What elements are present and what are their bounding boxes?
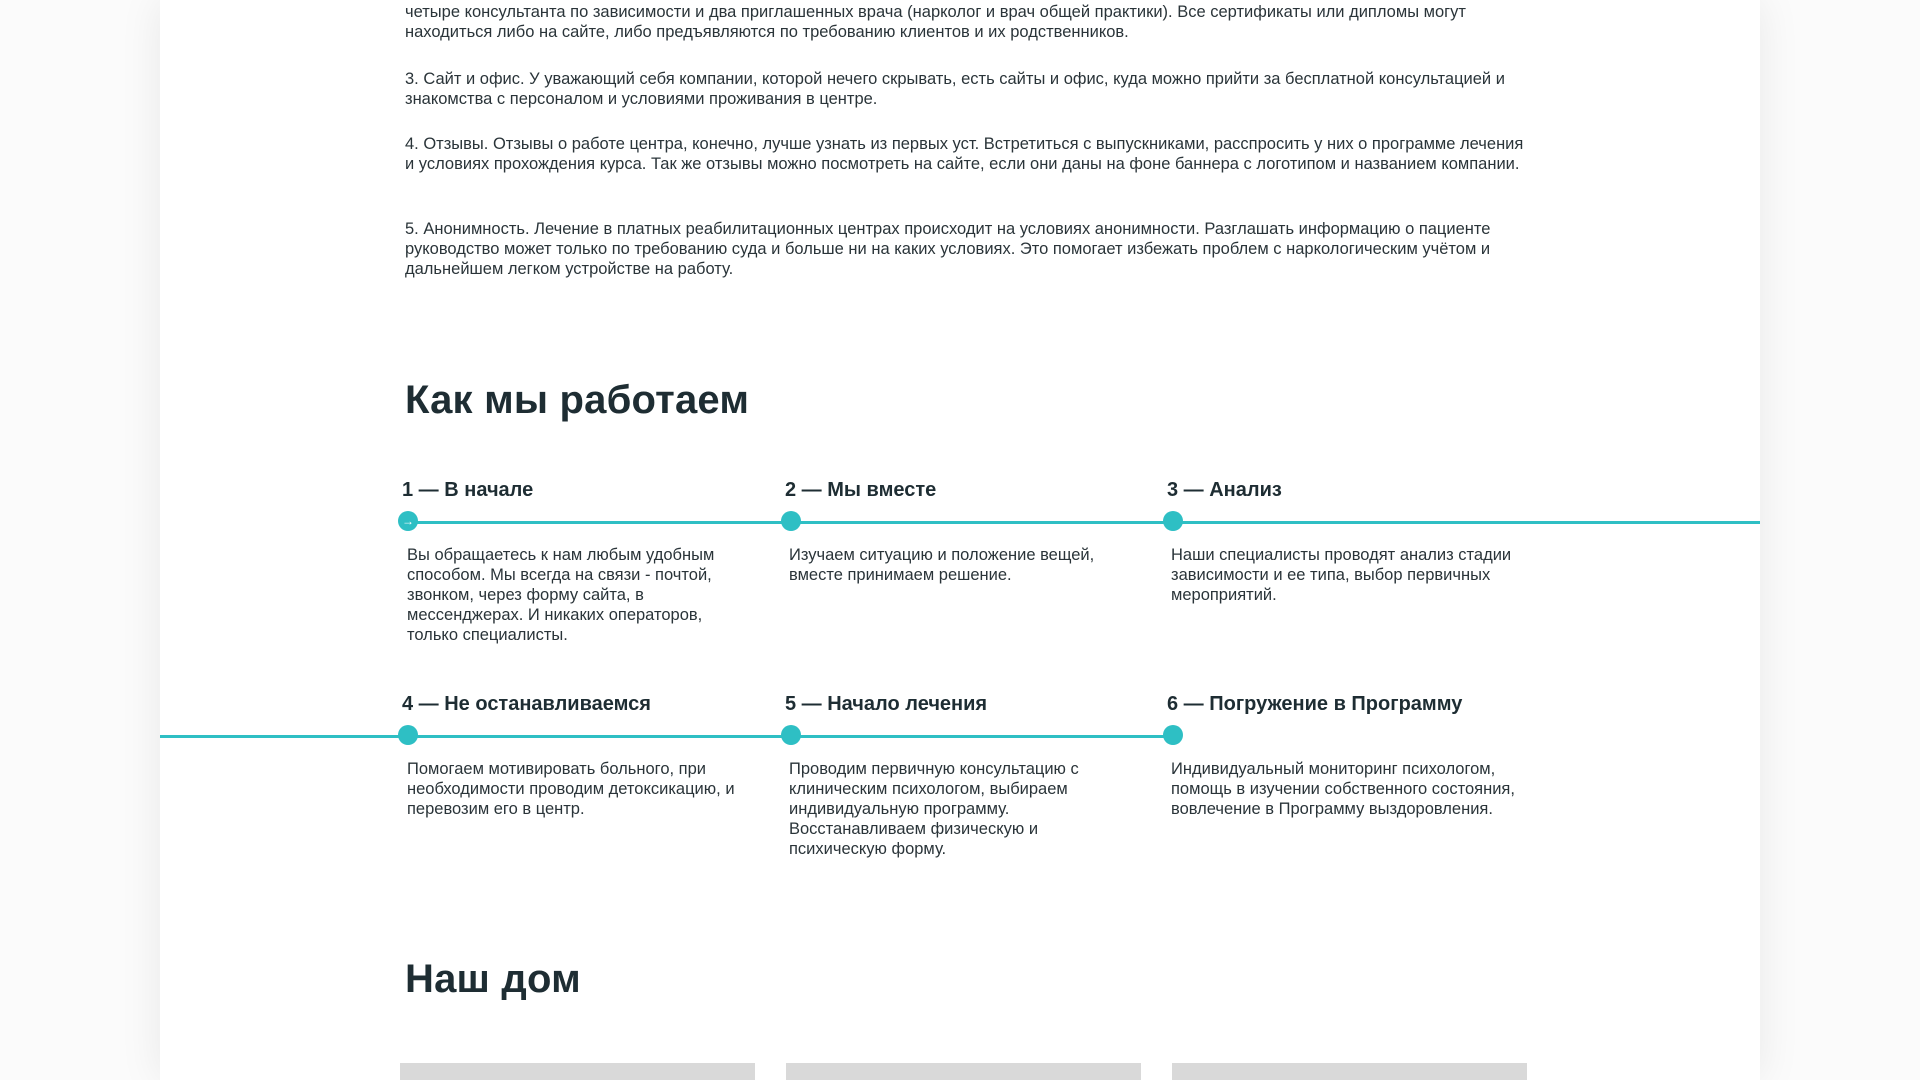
step-marker: [1163, 725, 1183, 745]
gallery-image-placeholder-2[interactable]: [786, 1063, 1141, 1080]
step-title: 2 — Мы вместе: [785, 479, 937, 501]
step-title: 5 — Начало лечения: [785, 693, 988, 715]
our-home-title: Наш дом: [405, 957, 581, 1001]
step-title: 1 — В начале: [402, 479, 534, 501]
article-paragraph-3: 3. Сайт и офис. У уважающий себя компании, которой нечего скрывать, есть сайты и офис, куда можно прийти за бесплатной консультацией и знакомства с персоналом и условиями проживания в центре.: [405, 70, 1505, 108]
arrow-right-icon: →: [402, 514, 414, 528]
gallery-image-placeholder-1[interactable]: [400, 1063, 755, 1080]
step-title: 4 — Не останавливаемся: [402, 693, 651, 715]
article-paragraph-4: 4. Отзывы. Отзывы о работе центра, конечно, лучше узнать из первых уст. Встретиться с выпускниками, расспросить у них о программе лечения и условиях прохождения курса. Так же отзывы можно посмотреть на сайте, если они даны на фоне баннера с логотипом и названием компании.: [405, 135, 1524, 173]
step-marker: [781, 511, 801, 531]
timeline-line-row-1: [405, 521, 1760, 524]
article-paragraph-5: 5. Анонимность. Лечение в платных реабилитационных центрах происходит на условиях анонимности. Разглашать информацию о пациенте руководство может только по требованию суда и больше ни на каких условиях. Это помогает избежать проблем с наркологическим учётом и дальнейшем легком устройстве на работу.: [405, 220, 1491, 278]
step-description: Вы обращаетесь к нам любым удобным способом. Мы всегда на связи - почтой, звонком, через форму сайта, в мессенджерах. И никаких операторов, только специалисты.: [407, 546, 715, 644]
timeline-line-row-2: [160, 735, 1175, 738]
step-marker: [781, 725, 801, 745]
step-title: 3 — Анализ: [1167, 479, 1282, 501]
step-marker: [1163, 511, 1183, 531]
step-marker: [398, 511, 418, 531]
step-description: Наши специалисты проводят анализ стадии зависимости и ее типа, выбор первичных мероприятий.: [1171, 546, 1512, 604]
gallery-image-placeholder-3[interactable]: [1172, 1063, 1527, 1080]
step-description: Проводим первичную консультацию с клиническим психологом, выбираем индивидуальную программу. Восстанавливаем физическую и психическую форму.: [789, 760, 1079, 858]
step-description: Индивидуальный мониторинг психологом, помощь в изучении собственного состояния, вовлечение в Программу выздоровления.: [1171, 760, 1515, 818]
how-we-work-title: Как мы работаем: [405, 378, 750, 422]
article-paragraph-2-tail: четыре консультанта по зависимости и два приглашенных врача (нарколог и врач общей практики). Все сертификаты или дипломы могут находиться либо на сайте, либо предъявляются по требованию клиентов и их родственников.: [405, 3, 1466, 41]
step-marker: [398, 725, 418, 745]
step-description: Изучаем ситуацию и положение вещей, вместе принимаем решение.: [789, 546, 1095, 584]
step-title: 6 — Погружение в Программу: [1167, 693, 1463, 715]
step-description: Помогаем мотивировать больного, при необходимости проводим детоксикацию, и перевозим его в центр.: [407, 760, 735, 818]
